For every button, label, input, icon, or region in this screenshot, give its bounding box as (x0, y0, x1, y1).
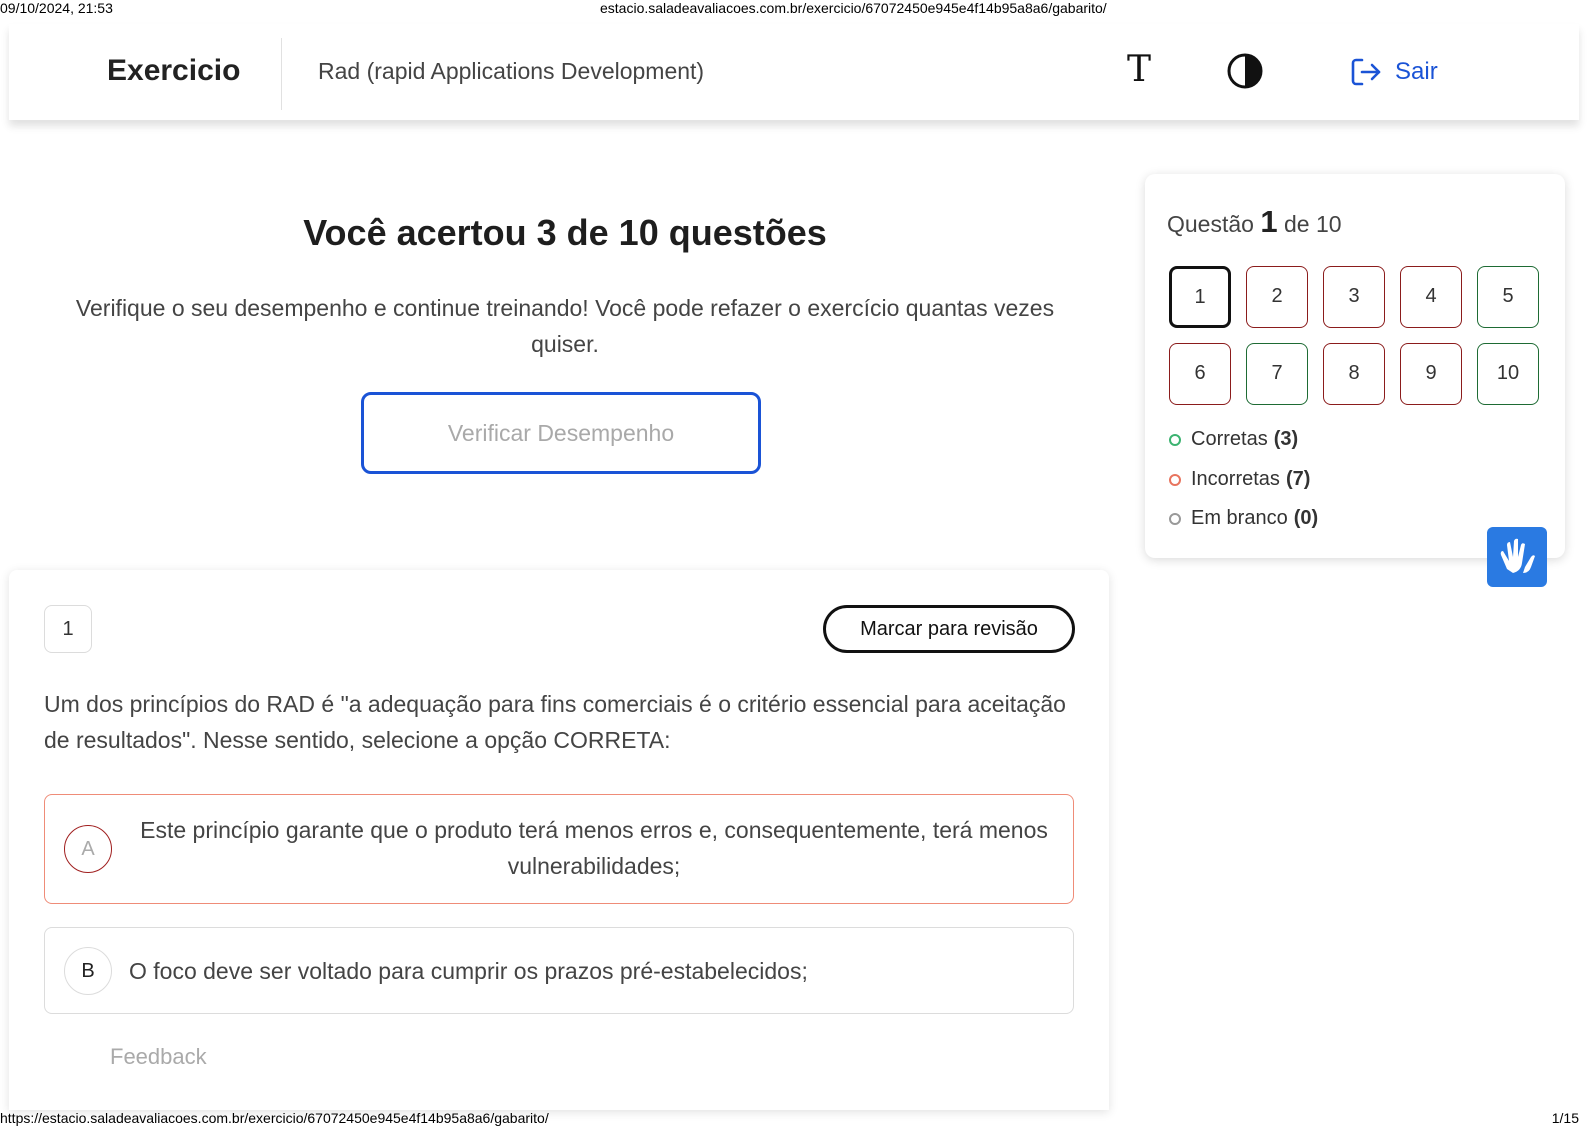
legend-dot-blank (1169, 513, 1181, 525)
print-footer (0, 1110, 1587, 1128)
print-datetime: 09/10/2024, 21:53 (0, 0, 113, 16)
legend-label: Corretas (1191, 428, 1268, 450)
result-subtitle: Verifique o seu desempenho e continue treinando! Você pode refazer o exercício quantas vezes quiser. (75, 295, 1055, 357)
question-statement: Um dos princípios do RAD é "a adequação para fins comerciais é o critério essencial para aceitação de resultados". Nesse sentido, selecione a opção CORRETA: (44, 691, 1066, 753)
print-page-number: 1/15 (1551, 1110, 1579, 1126)
question-card (9, 570, 1109, 1110)
option-letter: A (64, 825, 112, 873)
legend-incorrect (1169, 468, 1310, 491)
legend-blank (1169, 507, 1318, 530)
question-navigator (1145, 174, 1565, 558)
print-header (0, 0, 1587, 16)
legend-label: Em branco (1191, 507, 1288, 529)
navigator-current: 1 (1260, 204, 1278, 239)
legend-count: (3) (1273, 428, 1299, 450)
mark-for-review-button[interactable]: Marcar para revisão (823, 605, 1075, 653)
legend-count: (7) (1285, 468, 1311, 490)
navigator-title-prefix: Questão (1167, 211, 1254, 237)
question-number: 1 (44, 605, 92, 653)
text-size-icon[interactable]: T (1126, 49, 1151, 90)
navigator-title-suffix: de 10 (1283, 211, 1342, 237)
logout-icon (1349, 55, 1383, 89)
legend-dot-incorrect (1169, 474, 1181, 486)
option-text: Este princípio garante que o produto terá menos erros e, consequentemente, terá menos vulnerabilidades; (140, 817, 1048, 879)
option-text: O foco deve ser voltado para cumprir os prazos pré-estabelecidos; (129, 958, 808, 984)
legend-count: (0) (1293, 507, 1319, 529)
verify-performance-button[interactable]: Verificar Desempenho (361, 392, 761, 474)
question-nav-button-2[interactable]: 2 (1246, 266, 1308, 328)
result-title: Você acertou 3 de 10 questões (303, 212, 827, 253)
exit-button[interactable] (1349, 54, 1438, 90)
course-title: Rad (rapid Applications Development) (318, 58, 705, 84)
legend-correct (1169, 428, 1298, 451)
header-divider (281, 38, 282, 110)
print-footer-url: https://estacio.saladeavaliacoes.com.br/exercicio/67072450e945e4f14b95a8a6/gabarito/ (0, 1110, 549, 1126)
sign-language-icon (1487, 527, 1547, 587)
print-header-url: estacio.saladeavaliacoes.com.br/exercicio/67072450e945e4f14b95a8a6/gabarito/ (600, 0, 1107, 16)
legend-label: Incorretas (1191, 468, 1280, 490)
question-nav-button-6[interactable]: 6 (1169, 343, 1231, 405)
question-nav-button-4[interactable]: 4 (1400, 266, 1462, 328)
option-a[interactable] (44, 794, 1074, 904)
legend-dot-correct (1169, 434, 1181, 446)
feedback-link[interactable]: Feedback (110, 1044, 207, 1069)
question-nav-button-3[interactable]: 3 (1323, 266, 1385, 328)
question-nav-button-1[interactable]: 1 (1169, 266, 1231, 328)
result-summary (40, 212, 1090, 362)
question-nav-button-9[interactable]: 9 (1400, 343, 1462, 405)
exit-label: Sair (1395, 58, 1438, 85)
question-nav-button-7[interactable]: 7 (1246, 343, 1308, 405)
question-nav-button-5[interactable]: 5 (1477, 266, 1539, 328)
navigator-title (1167, 204, 1342, 240)
option-letter: B (64, 947, 112, 995)
top-bar (9, 24, 1579, 120)
app-title: Exercicio (107, 54, 241, 87)
contrast-icon[interactable] (1227, 53, 1263, 89)
option-b[interactable] (44, 927, 1074, 1014)
sign-language-button[interactable] (1487, 527, 1547, 587)
question-nav-button-10[interactable]: 10 (1477, 343, 1539, 405)
question-nav-button-8[interactable]: 8 (1323, 343, 1385, 405)
